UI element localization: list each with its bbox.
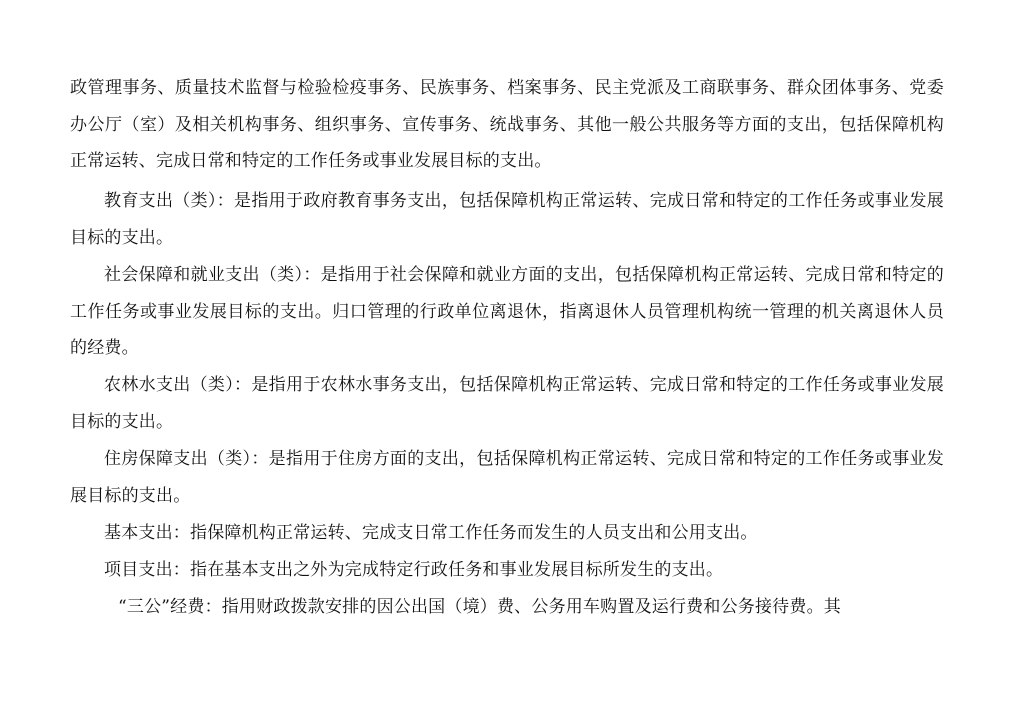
paragraph-agriculture-expenditure: 农林水支出（类）：是指用于农林水事务支出，包括保障机构正常运转、完成日常和特定的工作任务或事业发展目标的支出。: [70, 375, 944, 432]
paragraph-basic-expenditure: 基本支出：指保障机构正常运转、完成支日常工作任务而发生的人员支出和公用支出。: [104, 523, 758, 543]
paragraph-general-public-services-continued: 政管理事务、质量技术监督与检验检疫事务、民族事务、档案事务、民主党派及工商联事务、群众团体事务、党委办公厅（室）及相关机构事务、组织事务、宣传事务、统战事务、其他一般公共服务等方面的支出，包括保障机构正常运转、完成日常和特定的工作任务或事业发展目标的支出。: [70, 78, 944, 171]
paragraph-social-security-expenditure: 社会保障和就业支出（类）：是指用于社会保障和就业方面的支出，包括保障机构正常运转、完成日常和特定的工作任务或事业发展目标的支出。归口管理的行政单位离退休，指离退休人员管理机构统一管理的机关离退休人员的经费。: [70, 265, 944, 358]
paragraph-education-expenditure: 教育支出（类）：是指用于政府教育事务支出，包括保障机构正常运转、完成日常和特定的工作任务或事业发展目标的支出。: [70, 191, 944, 248]
paragraph-project-expenditure: 项目支出：指在基本支出之外为完成特定行政任务和事业发展目标所发生的支出。: [104, 560, 724, 580]
paragraph-housing-expenditure: 住房保障支出（类）：是指用于住房方面的支出，包括保障机构正常运转、完成日常和特定的工作任务或事业发展目标的支出。: [70, 449, 944, 506]
paragraph-three-public-expenses: “三公”经费：指用财政拨款安排的因公出国（境）费、公务用车购置及运行费和公务接待费。其: [118, 597, 841, 617]
